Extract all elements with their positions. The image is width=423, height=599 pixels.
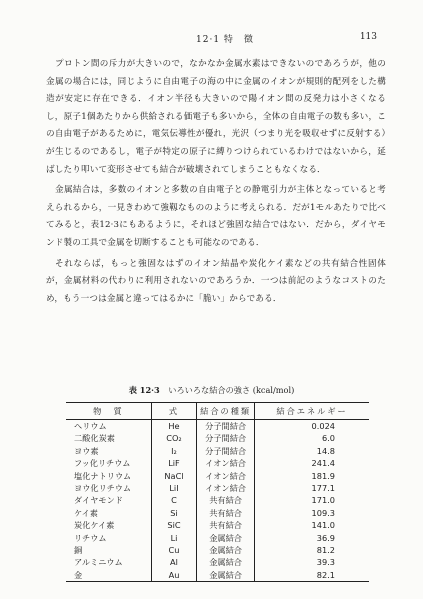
cell-substance: リチウム: [74, 532, 107, 543]
section-title: 12·1 特 徴: [196, 35, 254, 45]
cell-formula: He: [151, 420, 196, 433]
cell-bond-energy: 36.9: [255, 532, 369, 544]
table-row: [66, 569, 369, 582]
cell-formula: CO₂: [151, 432, 196, 444]
table-number: 表 12·3: [128, 385, 160, 395]
cell-bond-energy: 141.0: [255, 519, 369, 531]
cell-bond-type: 共有結合: [197, 519, 255, 531]
table-row: [66, 445, 369, 457]
cell-substance: 銅: [74, 545, 83, 556]
cell-formula: SiC: [151, 519, 196, 531]
table-title: いろいろな結合の強さ (kcal/mol): [168, 385, 295, 395]
cell-formula: LiF: [151, 457, 196, 469]
cell-bond-type: 金属結合: [197, 532, 255, 544]
table-body: [66, 420, 369, 582]
cell-formula: NaCl: [151, 470, 196, 482]
cell-formula: Au: [151, 569, 196, 582]
header-bond-energy: 結合エネルギー: [255, 403, 369, 420]
table-row: [66, 432, 369, 444]
paragraph: プロトン間の斥力が大きいので，なかなか金属水素はできないのであろうが，他の金属の場合には，同じように自由電子の海の中に金属のイオンが規則的配列をした構造が安定に存在できる．イオン半径も大きいので陽イオン間の反発力は小さくなるし，原子1個あたりから供給される価電子も多いから，全体の自由電子の数も多い，この自由電子があるために，電気伝導性が優れ，光沢（つまり光を吸収せずに反射する）が生じるのであるし，電子が特定の原子に縛りつけられているわけではないから，延ばしたり叩いて変形させても結合が破壊されてしまうこともなくなる．: [46, 59, 386, 175]
cell-substance: ヨウ化リチウム: [74, 483, 132, 494]
cell-bond-energy: 82.1: [255, 569, 369, 582]
cell-bond-type: 金属結合: [197, 569, 255, 582]
cell-bond-energy: 109.3: [255, 507, 369, 519]
table-row: [66, 420, 369, 433]
cell-bond-type: 共有結合: [197, 494, 255, 506]
cell-substance: フッ化リチウム: [74, 458, 131, 469]
table-row: [66, 532, 369, 544]
body-text: [46, 56, 386, 308]
cell-bond-energy: 81.2: [255, 544, 369, 556]
cell-substance: ヘリウム: [74, 421, 107, 431]
table-row: [66, 556, 369, 568]
cell-bond-type: 金属結合: [197, 556, 255, 568]
cell-bond-type: 分子間結合: [197, 420, 255, 433]
table-row: [66, 457, 369, 469]
cell-substance: 塩化ナトリウム: [74, 470, 132, 481]
cell-bond-type: イオン結合: [197, 457, 255, 469]
table-row: [66, 470, 369, 482]
cell-bond-type: 分子間結合: [197, 432, 255, 444]
cell-substance: ヨウ素: [74, 445, 99, 456]
cell-substance: アルミニウム: [74, 557, 123, 568]
cell-bond-energy: 6.0: [255, 432, 369, 444]
cell-substance: 二酸化炭素: [74, 433, 115, 444]
table-row: [66, 482, 369, 494]
table-row: [66, 507, 369, 519]
cell-formula: LiI: [151, 482, 196, 494]
table-header-row: [66, 403, 369, 420]
cell-formula: Li: [151, 532, 196, 544]
cell-bond-type: 金属結合: [197, 544, 255, 556]
cell-formula: C: [151, 494, 196, 506]
table-row: [66, 544, 369, 556]
cell-formula: I₂: [151, 445, 196, 457]
cell-bond-energy: 241.4: [255, 457, 369, 469]
cell-bond-energy: 171.0: [255, 494, 369, 506]
cell-bond-type: イオン結合: [197, 482, 255, 494]
cell-substance: ダイヤモンド: [74, 495, 123, 506]
cell-substance: 金: [66, 569, 151, 582]
paragraph: 金属結合は，多数のイオンと多数の自由電子との静電引力が主体となっていると考えられるから，一見きわめて強靱なもののように考えられる．だが1モルあたりで比べてみると，表12·3にもあるように，それほど強固な結合ではない．だから，ダイヤモンド製の工具で金属を切断することも可能なのである．: [46, 185, 386, 248]
page-number: 113: [359, 32, 377, 42]
cell-bond-energy: 39.3: [255, 556, 369, 568]
cell-bond-energy: 14.8: [255, 445, 369, 457]
header-substance: 物 質: [66, 403, 151, 420]
bond-strength-table: [66, 402, 369, 582]
cell-substance: 炭化ケイ素: [74, 520, 115, 531]
cell-bond-type: 共有結合: [197, 507, 255, 519]
table-row: [66, 494, 369, 506]
header-bond-type: 結合の種類: [197, 403, 255, 420]
cell-substance: ケイ素: [74, 507, 98, 518]
header-formula: 式: [151, 403, 196, 420]
cell-bond-energy: 181.9: [255, 470, 369, 482]
running-header: [46, 32, 377, 46]
table-caption: [0, 385, 423, 396]
table-row: [66, 519, 369, 531]
cell-bond-energy: 177.1: [255, 482, 369, 494]
cell-formula: Si: [151, 507, 196, 519]
paragraph: それならば，もっと強固なはずのイオン結晶や炭化ケイ素などの共有結合性固体が，金属材料の代わりに利用されないのであろうか．一つは前記のようなコストのため，もう一つは金属と違ってはるかに「脆い」からである．: [46, 258, 386, 304]
cell-bond-type: イオン結合: [197, 470, 255, 482]
cell-formula: Cu: [151, 544, 196, 556]
cell-bond-energy: 0.024: [255, 420, 369, 433]
cell-formula: Al: [151, 556, 196, 568]
cell-bond-type: 分子間結合: [197, 445, 255, 457]
